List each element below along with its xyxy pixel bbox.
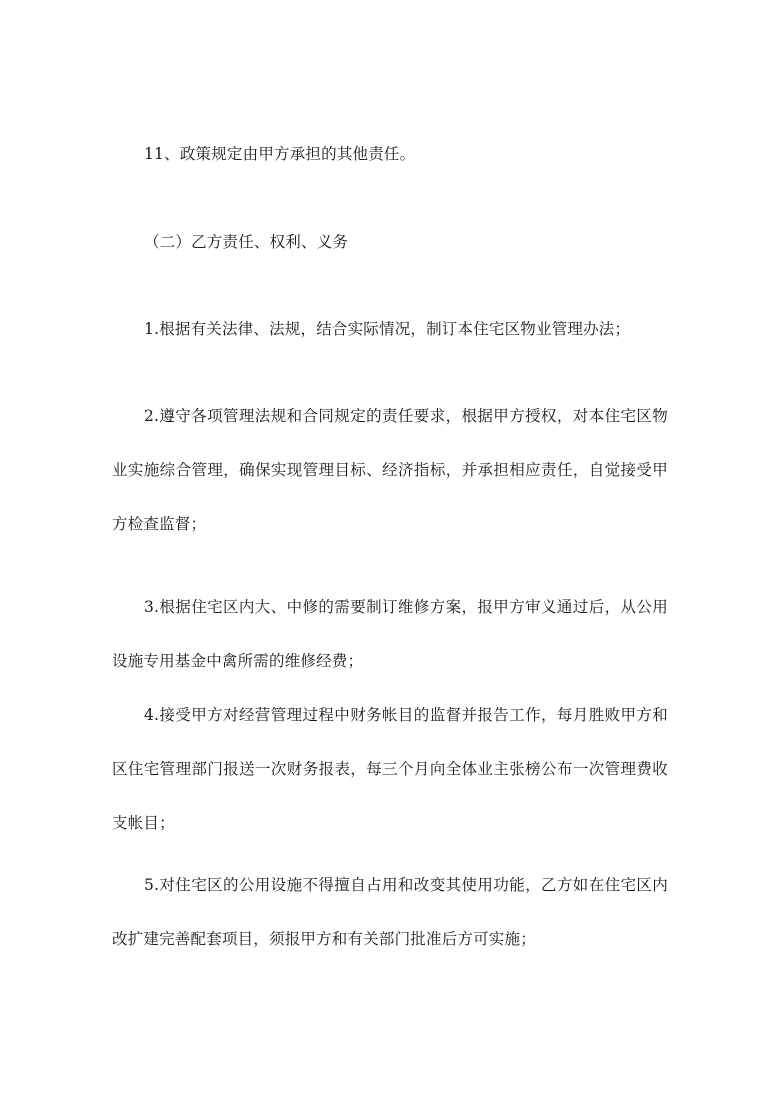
clause-5-public-facilities: 5.对住宅区的公用设施不得擅自占用和改变其使用功能，乙方如在住宅区内改扩建完善配套项目，须报甲方和有关部门批准后方可实施； [112,876,668,948]
clause-11-party-a-other-duties: 11、政策规定由甲方承担的其他责任。 [144,145,416,163]
clause-1-management-rules: 1.根据有关法律、法规，结合实际情况，制订本住宅区物业管理办法； [144,320,631,338]
clause-4-financial-reporting: 4.接受甲方对经营管理过程中财务帐目的监督并报告工作，每月胜败甲方和区住宅管理部门报送一次财务报表，每三个月向全体业主张榜公布一次管理费收支帐目； [112,706,668,832]
section-heading-party-b: （二）乙方责任、权利、义务 [144,233,349,251]
clause-3-maintenance-plan: 3.根据住宅区内大、中修的需要制订维修方案，报甲方审义通过后，从公用设施专用基金中禽所需的维修经费； [112,598,668,670]
clause-2-comprehensive-management: 2.遵守各项管理法规和合同规定的责任要求，根据甲方授权，对本住宅区物业实施综合管理，确保实现管理目标、经济指标，并承担相应责任，自觉接受甲方检查监督； [112,407,668,533]
